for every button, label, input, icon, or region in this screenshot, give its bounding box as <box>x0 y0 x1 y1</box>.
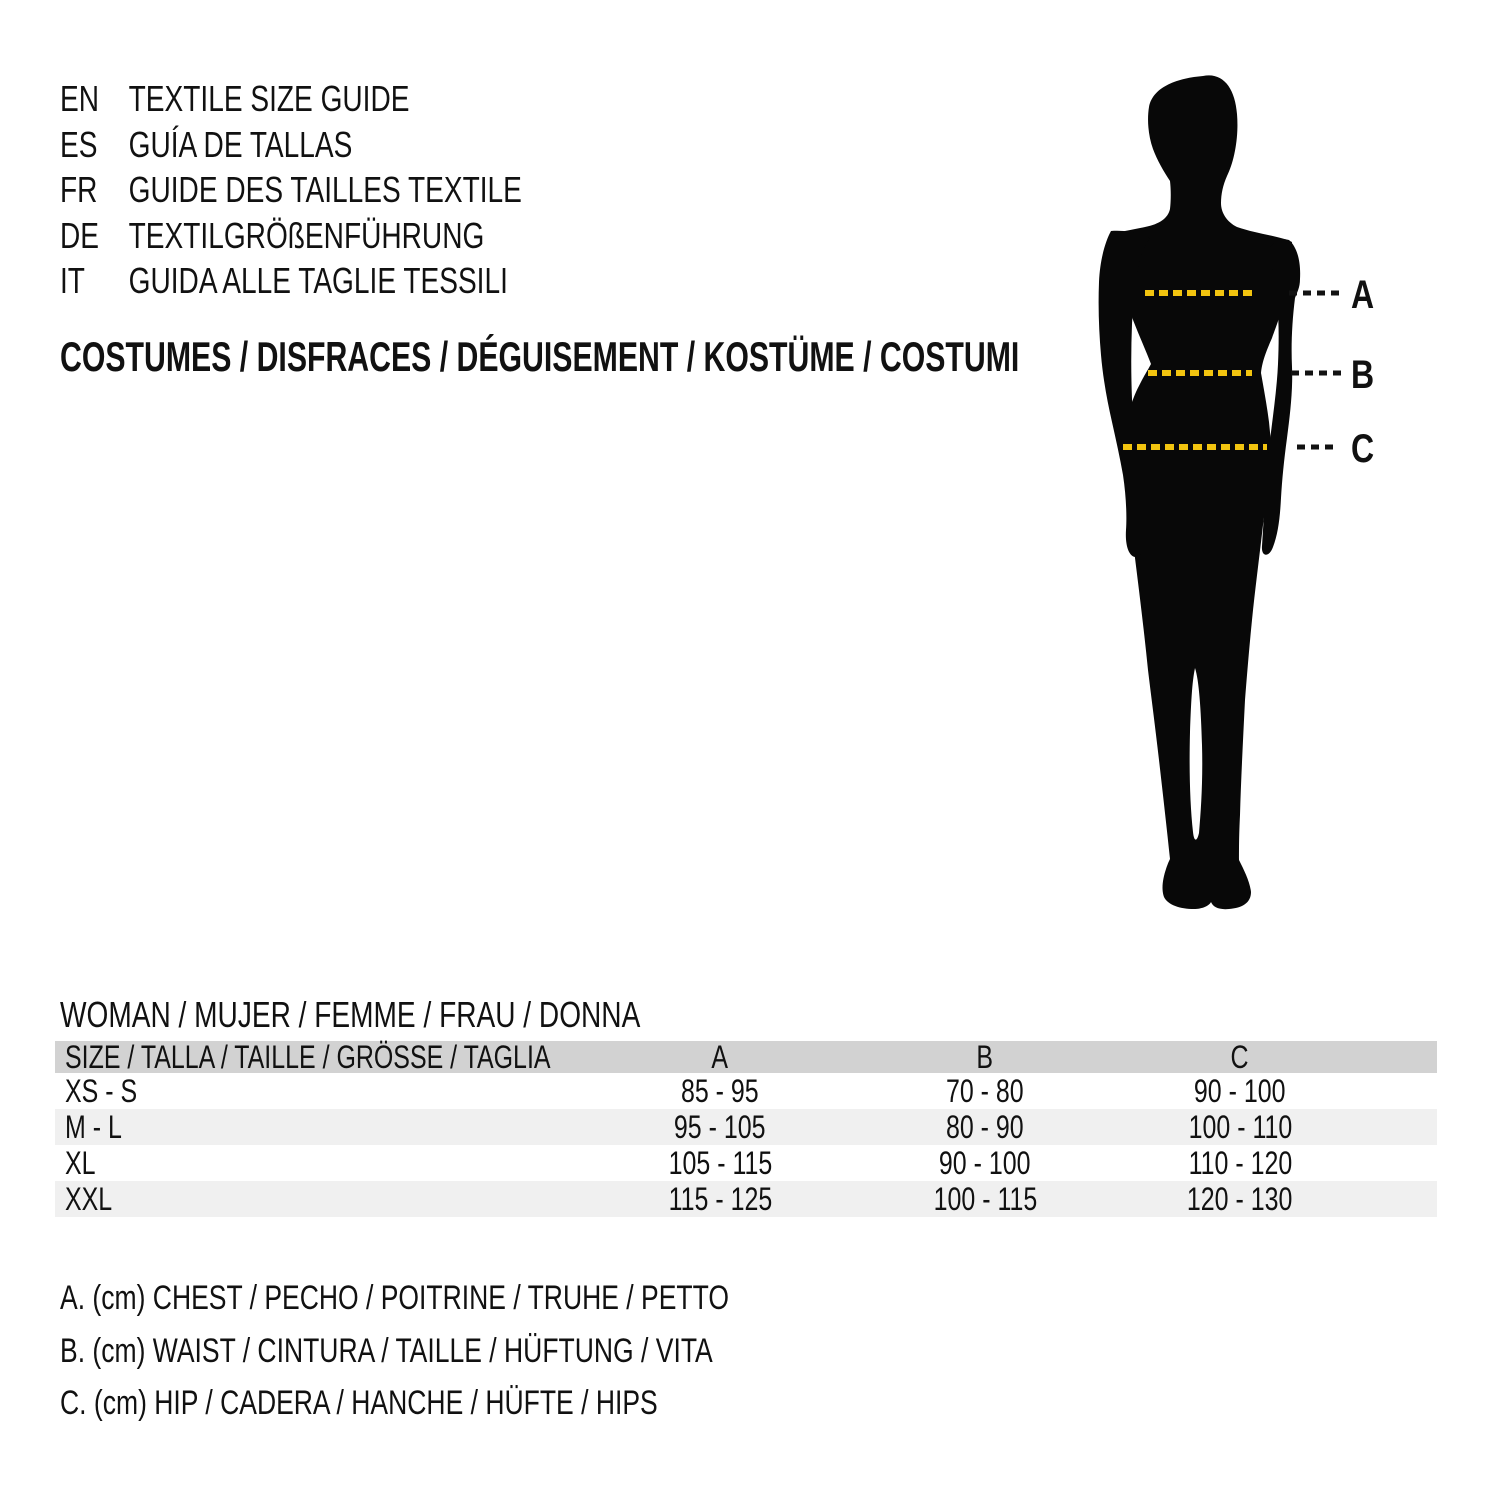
cell-size: M - L <box>65 1109 122 1145</box>
cell-size: XL <box>65 1145 96 1181</box>
language-code: ES <box>60 123 98 165</box>
language-label: TEXTILE SIZE GUIDE <box>128 78 410 119</box>
cell-size: XXL <box>65 1181 113 1217</box>
cell-c: 110 - 120 <box>1188 1145 1292 1181</box>
marker-label-b: B <box>1351 353 1375 397</box>
cell-b: 90 - 100 <box>939 1145 1031 1181</box>
cell-b: 70 - 80 <box>946 1073 1024 1109</box>
header-cell-c: C <box>1230 1039 1250 1075</box>
language-code: FR <box>60 169 98 210</box>
legend-item-chest: A. (cm) CHEST / PECHO / POITRINE / TRUHE / PETTO <box>60 1279 729 1317</box>
header-cell-a: A <box>711 1039 729 1075</box>
cell-c: 120 - 130 <box>1187 1181 1293 1217</box>
language-row <box>60 76 522 122</box>
language-row <box>60 167 522 213</box>
cell-c: 100 - 110 <box>1188 1109 1292 1145</box>
size-table-header <box>55 1041 1437 1073</box>
table-row <box>55 1109 1437 1145</box>
cell-a: 115 - 125 <box>668 1181 772 1217</box>
table-row <box>55 1073 1437 1109</box>
language-label: GUIDA ALLE TAGLIE TESSILI <box>128 260 508 301</box>
table-section-title: WOMAN / MUJER / FEMME / FRAU / DONNA <box>60 994 641 1035</box>
language-row <box>60 258 522 304</box>
category-heading: COSTUMES / DISFRACES / DÉGUISEMENT / KOSTÜME / COSTUMI <box>60 333 1020 380</box>
header-cell-b: B <box>976 1039 994 1075</box>
legend-item-hip: C. (cm) HIP / CADERA / HANCHE / HÜFTE / HIPS <box>60 1384 658 1422</box>
marker-label-c: C <box>1351 427 1375 471</box>
cell-a: 105 - 115 <box>668 1145 772 1181</box>
language-code: IT <box>60 260 85 301</box>
language-label: GUIDE DES TAILLES TEXTILE <box>128 169 522 210</box>
language-label: TEXTILGRÖßENFÜHRUNG <box>128 214 485 256</box>
legend-item-waist: B. (cm) WAIST / CINTURA / TAILLE / HÜFTUNG / VITA <box>60 1331 713 1370</box>
measure-legend <box>60 1272 918 1430</box>
language-row <box>60 213 522 259</box>
cell-a: 85 - 95 <box>681 1073 759 1109</box>
header-cell-size: SIZE / TALLA / TAILLE / GRÖSSE / TAGLIA <box>65 1039 551 1075</box>
language-row <box>60 122 522 168</box>
cell-b: 80 - 90 <box>946 1109 1024 1145</box>
cell-c: 90 - 100 <box>1194 1073 1286 1109</box>
language-code: DE <box>60 214 100 256</box>
size-figure <box>1085 70 1501 915</box>
language-label: GUÍA DE TALLAS <box>128 123 353 165</box>
language-code: EN <box>60 78 100 119</box>
size-table <box>55 1041 1437 1217</box>
cell-size: XS - S <box>65 1073 138 1109</box>
cell-b: 100 - 115 <box>933 1181 1037 1217</box>
woman-silhouette <box>1085 70 1501 915</box>
table-row <box>55 1145 1437 1181</box>
cell-a: 95 - 105 <box>674 1109 766 1145</box>
language-title-block <box>60 76 522 304</box>
marker-label-a: A <box>1351 273 1375 317</box>
table-row <box>55 1181 1437 1217</box>
